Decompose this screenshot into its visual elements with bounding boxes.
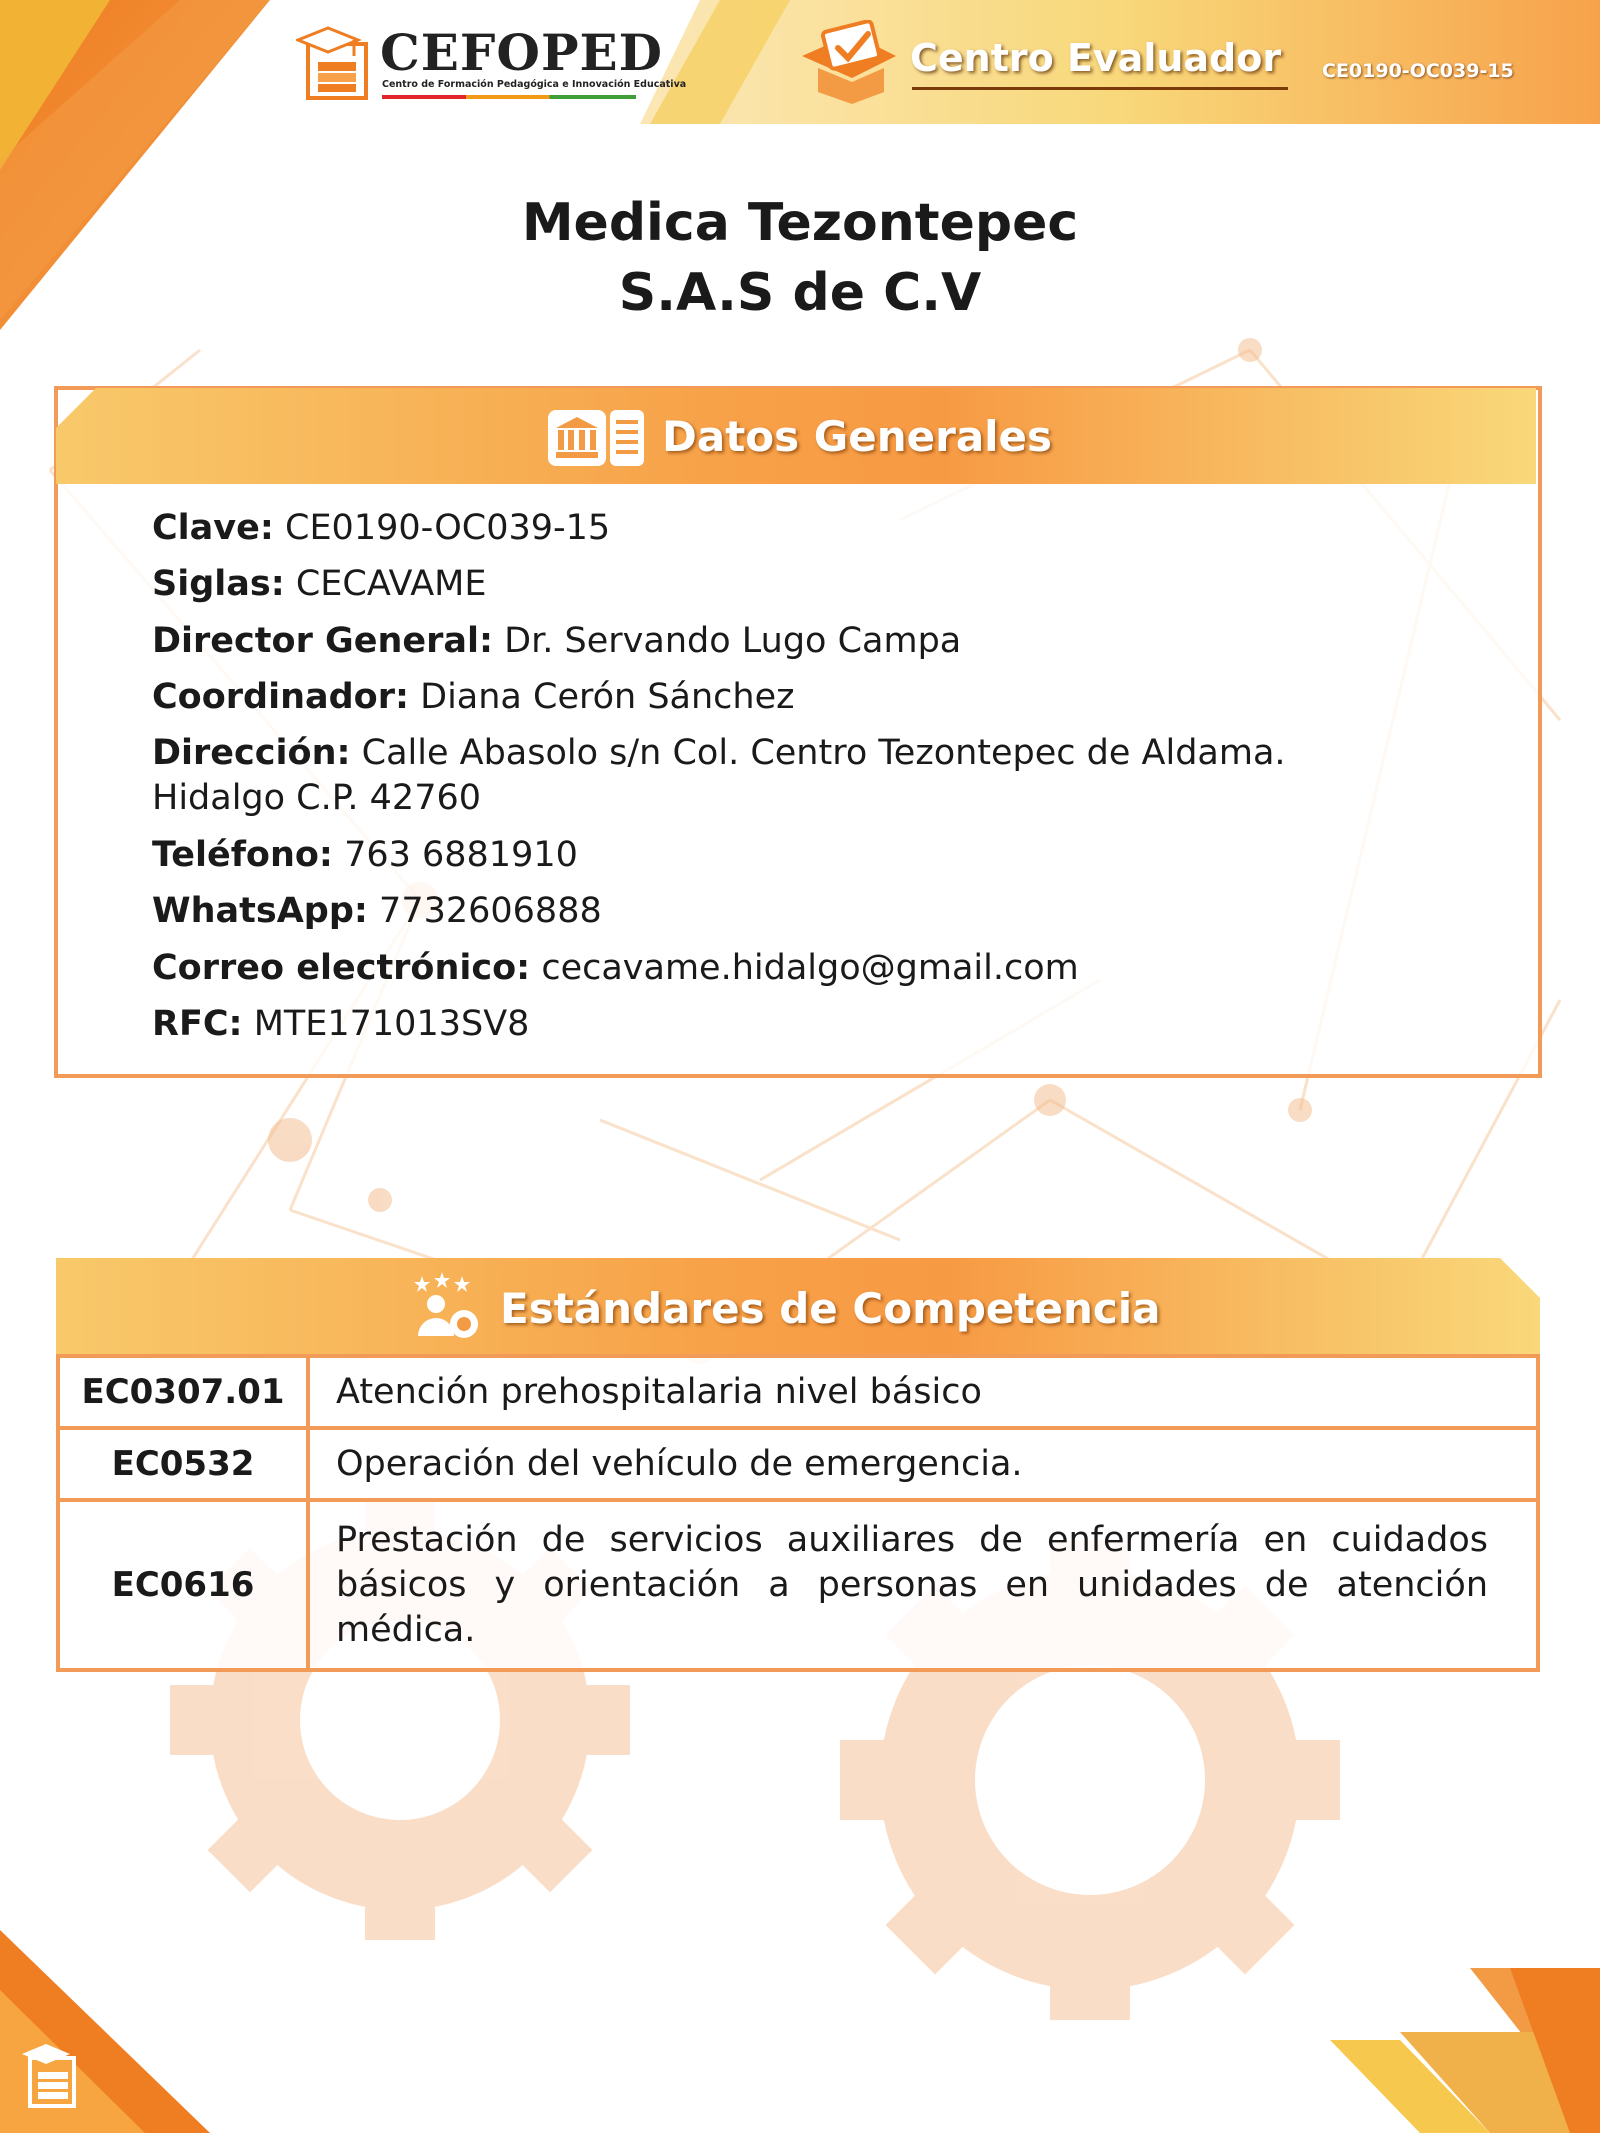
field-label: Director General: xyxy=(152,621,494,661)
center-title: Centro Evaluador xyxy=(910,36,1282,80)
field-label: RFC: xyxy=(152,1004,243,1044)
field-label: Teléfono: xyxy=(152,835,333,875)
ec-description-cell: Operación del vehículo de emergencia. xyxy=(308,1428,1538,1500)
center-title-underline xyxy=(912,87,1288,90)
datos-generales-title: Datos Generales xyxy=(662,412,1053,461)
page-title xyxy=(0,188,1600,328)
graduation-cap-book-icon xyxy=(296,24,372,100)
field-value: CECAVAME xyxy=(295,564,487,604)
logo-color-bar xyxy=(382,95,636,99)
table-row xyxy=(58,1428,1538,1500)
cefoped-logo xyxy=(296,23,687,102)
people-award-icon xyxy=(412,1272,484,1342)
field-rfc xyxy=(152,1002,529,1047)
field-correo xyxy=(152,946,1079,991)
field-label: Correo electrónico: xyxy=(152,948,531,988)
field-value-line2: Hidalgo C.P. 42760 xyxy=(152,778,481,818)
table-row xyxy=(58,1500,1538,1670)
field-value: Dr. Servando Lugo Campa xyxy=(504,621,962,661)
field-director-general xyxy=(152,619,961,664)
field-direccion xyxy=(152,731,1286,821)
field-value: CE0190-OC039-15 xyxy=(285,508,611,548)
field-value: 763 6881910 xyxy=(344,835,578,875)
ec-description-cell: Atención prehospitalaria nivel básico xyxy=(308,1356,1538,1428)
estandares-table xyxy=(56,1354,1540,1672)
table-row xyxy=(58,1356,1538,1428)
center-code: CE0190-OC039-15 xyxy=(1322,60,1514,82)
logo-subtitle: Centro de Formación Pedagógica e Innovación Educativa xyxy=(382,79,687,90)
field-label: WhatsApp: xyxy=(152,891,368,931)
estandares-title: Estándares de Competencia xyxy=(500,1284,1161,1333)
field-label: Clave: xyxy=(152,508,274,548)
institution-document-icon xyxy=(546,408,646,468)
page-title-line1: Medica Tezontepec xyxy=(521,193,1079,253)
field-value: Calle Abasolo s/n Col. Centro Tezontepec de Aldama. xyxy=(361,733,1286,773)
field-label: Coordinador: xyxy=(152,677,409,717)
ec-code-cell: EC0532 xyxy=(58,1428,308,1500)
field-label: Siglas: xyxy=(152,564,285,604)
field-telefono xyxy=(152,833,578,878)
field-whatsapp xyxy=(152,889,602,934)
ec-code-cell: EC0616 xyxy=(58,1500,308,1670)
field-label: Dirección: xyxy=(152,733,351,773)
field-coordinador xyxy=(152,675,795,720)
field-value: Diana Cerón Sánchez xyxy=(420,677,795,717)
page-title-line2: S.A.S de C.V xyxy=(618,263,982,323)
graduation-cap-book-icon xyxy=(22,2040,78,2110)
graduation-cap-check-icon xyxy=(798,20,898,106)
ec-code-cell: EC0307.01 xyxy=(58,1356,308,1428)
field-clave xyxy=(152,506,610,551)
ec-description-cell: Prestación de servicios auxiliares de enfermería en cuidados básicos y orientación a personas en unidades de atención médica. xyxy=(308,1500,1538,1670)
field-siglas xyxy=(152,562,487,607)
field-value: cecavame.hidalgo@gmail.com xyxy=(541,948,1079,988)
field-value: 7732606888 xyxy=(379,891,602,931)
logo-title: CEFOPED xyxy=(380,23,664,82)
field-value: MTE171013SV8 xyxy=(253,1004,530,1044)
